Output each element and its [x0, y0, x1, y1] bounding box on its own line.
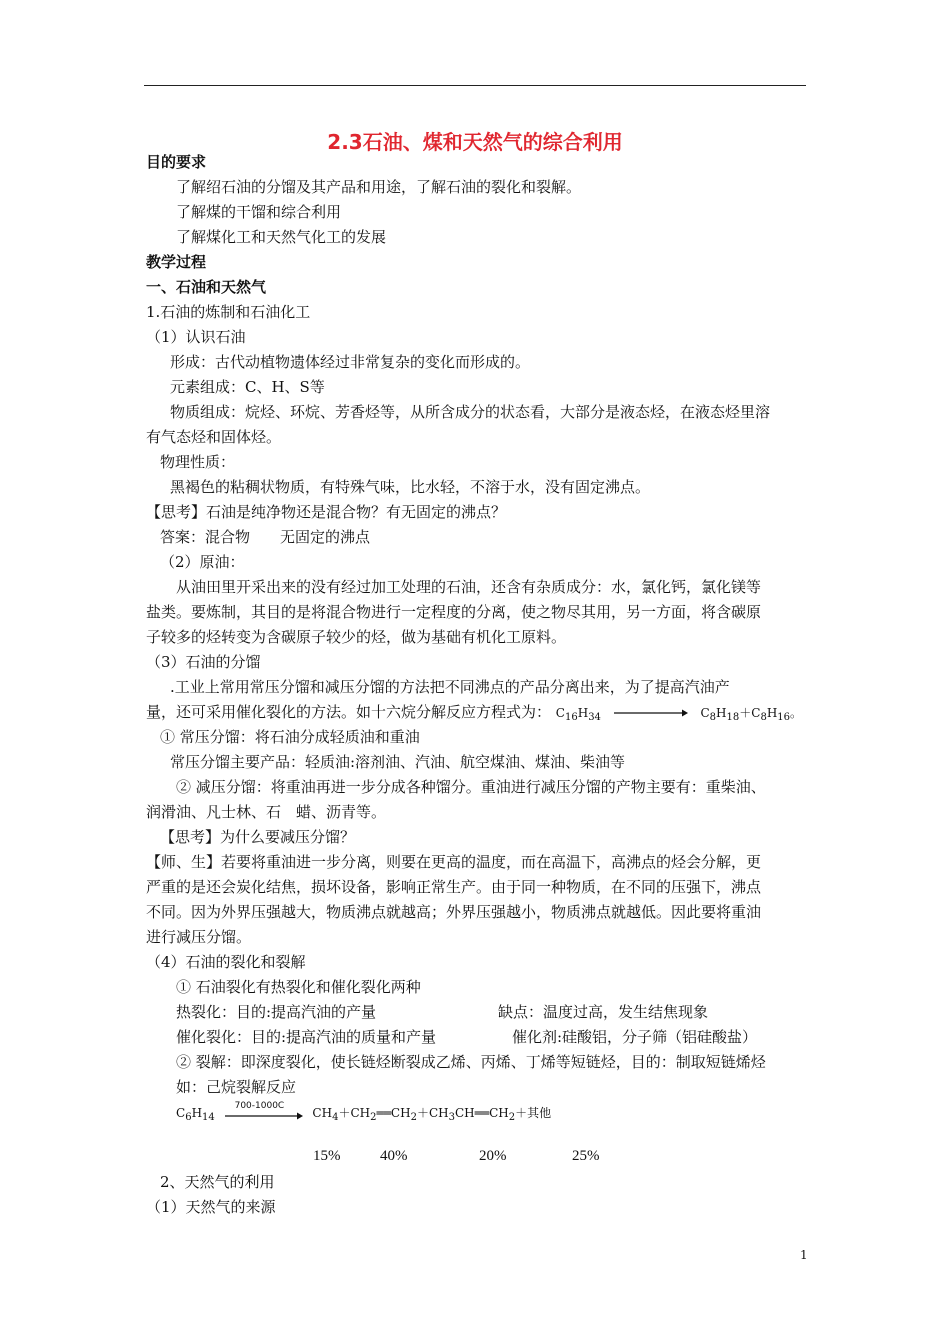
- goal-1: 了解绍石油的分馏及其产品和用途，了解石油的裂化和裂解。: [176, 178, 582, 196]
- teacher-student-a: 【师、生】若要将重油进一步分离，则要在更高的温度，而在高温下，高沸点的烃会分解，更: [146, 853, 762, 871]
- gas-source: （1）天然气的来源: [146, 1198, 276, 1216]
- teacher-student-b: 严重的是还会炭化结焦，损坏设备，影响正常生产。由于同一种物质，在不同的压强下，沸点: [146, 878, 762, 896]
- section-process-heading: 教学过程: [146, 253, 207, 271]
- pyrolysis-example: 如：己烷裂解反应: [176, 1078, 297, 1096]
- thermal-left: 热裂化：目的:提高汽油的产量: [176, 1003, 377, 1021]
- goal-2: 了解煤的干馏和综合利用: [176, 203, 342, 221]
- item-1-heading: （1）认识石油: [146, 328, 246, 346]
- substance-text-b: 有气态烃和固体烃。: [146, 428, 282, 446]
- section-goals-heading: 目的要求: [146, 153, 207, 171]
- percent-3: 20%: [479, 1148, 507, 1164]
- part1-heading: 一、石油和天然气: [146, 278, 267, 296]
- catalytic-right: 催化剂:硅酸铝，分子筛（铝硅酸盐）: [512, 1028, 758, 1046]
- page-number: 1: [800, 1248, 808, 1262]
- item-2-heading: （2）原油：: [160, 553, 245, 571]
- cracking-1: ① 石油裂化有热裂化和催化裂化两种: [176, 978, 421, 996]
- fractionation-sentence: 量，还可采用催化裂化的方法。如十六烷分解反应方程式为：: [146, 703, 552, 721]
- item-4-heading: （4）石油的裂化和裂解: [146, 953, 306, 971]
- equation-2-arrow: [225, 1100, 303, 1124]
- physical-text: 黑褐色的粘稠状物质，有特殊气味，比水轻，不溶于水，没有固定沸点。: [170, 478, 651, 496]
- header-rule: [144, 85, 806, 86]
- reaction-arrow-icon: [614, 708, 688, 718]
- percent-1: 15%: [313, 1148, 341, 1164]
- item-3-heading: （3）石油的分馏: [146, 653, 261, 671]
- teacher-student-d: 进行减压分馏。: [146, 928, 252, 946]
- subsection-1: 1.石油的炼制和石油化工: [146, 303, 311, 321]
- teacher-student-c: 不同。因为外界压强越大，物质沸点就越高；外界压强越小，物质沸点就越低。因此要将重油: [146, 903, 762, 921]
- percent-4: 25%: [572, 1148, 600, 1164]
- gas-heading: 2、天然气的利用: [160, 1173, 275, 1191]
- catalytic-left: 催化裂化：目的:提高汽油的质量和产量: [176, 1028, 437, 1046]
- atmospheric-2: 常压分馏主要产品：轻质油:溶剂油、汽油、航空煤油、煤油、柴油等: [170, 753, 626, 771]
- answer-1: 答案：混合物 无固定的沸点: [160, 528, 371, 546]
- atmospheric-1: ① 常压分馏：将石油分成轻质油和重油: [160, 728, 420, 746]
- fractionation-text-a: .工业上常用常压分馏和减压分馏的方法把不同沸点的产品分离出来，为了提高汽油产: [170, 678, 730, 696]
- vacuum-text-b: 润滑油、凡士林、石 蜡、沥青等。: [146, 803, 387, 821]
- goal-3: 了解煤化工和天然气化工的发展: [176, 228, 387, 246]
- equation-2-left: $C_6H_{14}$: [176, 1106, 215, 1123]
- equation-1-left: $C_{16}H_{34}$: [555, 706, 601, 723]
- think-2: 【思考】为什么要减压分馏？: [160, 828, 356, 846]
- think-1: 【思考】石油是纯净物还是混合物？有无固定的沸点？: [146, 503, 507, 521]
- formation-text: 形成：古代动植物遗体经过非常复杂的变化而形成的。: [170, 353, 531, 371]
- equation-2: [176, 1100, 552, 1128]
- percent-2: 40%: [380, 1148, 408, 1164]
- thermal-right: 缺点：温度过高，发生结焦现象: [498, 1003, 709, 1021]
- fractionation-text-b: [146, 702, 802, 728]
- reaction-arrow-icon: [225, 1111, 303, 1121]
- equation-2-condition: 700-1000C: [234, 1100, 285, 1111]
- page-title: 2.3石油、煤和天然气的综合利用: [327, 130, 623, 154]
- crude-text-a: 从油田里开采出来的没有经过加工处理的石油，还含有杂质成分：水，氯化钙，氯化镁等: [176, 578, 762, 596]
- physical-label: 物理性质：: [160, 453, 236, 471]
- crude-text-b: 盐类。要炼制，其目的是将混合物进行一定程度的分离，使之物尽其用，另一方面，将含碳原: [146, 603, 762, 621]
- vacuum-text-a: ② 减压分馏：将重油再进一步分成各种馏分。重油进行减压分馏的产物主要有：重柴油、: [176, 778, 766, 796]
- crude-text-c: 子较多的烃转变为含碳原子较少的烃，做为基础有机化工原料。: [146, 628, 567, 646]
- equation-2-right: $CH_4+CH_2══CH_2+CH_3CH══CH_2+$其他: [312, 1106, 552, 1123]
- elements-text: 元素组成：C、H、S等: [170, 378, 325, 396]
- pyrolysis-text: ② 裂解：即深度裂化，使长链烃断裂成乙烯、丙烯、丁烯等短链烃，目的：制取短链烯烃: [176, 1053, 766, 1071]
- substance-text-a: 物质组成：烷烃、环烷、芳香烃等，从所含成分的状态看，大部分是液态烃，在液态烃里溶: [170, 403, 771, 421]
- equation-1-right: $C_8H_{18}+C_8H_{16}$。: [700, 706, 803, 723]
